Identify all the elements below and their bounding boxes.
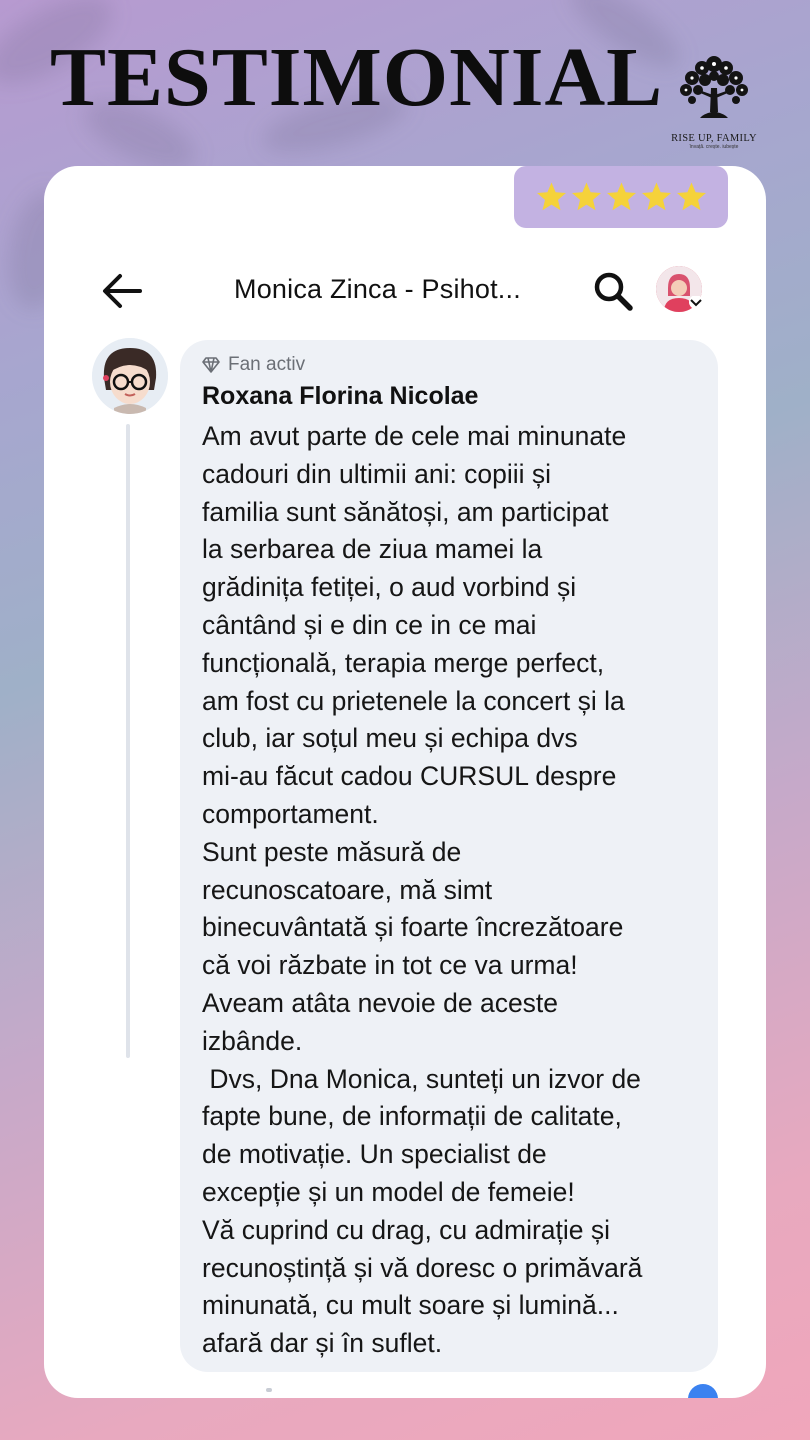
commenter-avatar[interactable]	[92, 338, 168, 414]
comment-line: binecuvântată și foarte încrezătoare	[202, 912, 624, 943]
diamond-icon	[202, 357, 220, 373]
comment-line: de motivație. Un specialist de	[202, 1139, 547, 1170]
page-header-bar	[44, 258, 766, 324]
fan-badge	[202, 354, 305, 376]
star-icon	[535, 181, 568, 214]
thread-line	[126, 424, 130, 1058]
comment-line: club, iar soțul meu și echipa dvs	[202, 723, 578, 754]
comment-line: Dvs, Dna Monica, sunteți un izvor de	[202, 1063, 641, 1094]
comment-line: Aveam atâta nevoie de aceste	[202, 987, 559, 1018]
comment-author[interactable]: Roxana Florina Nicolae	[202, 382, 479, 410]
reaction-bar-peek	[266, 1388, 272, 1392]
comment-line: familia sunt sănătoși, am participat	[202, 496, 609, 527]
comment-line: comportament.	[202, 798, 379, 829]
comment-line: cadouri din ultimii ani: copiii și	[202, 458, 552, 489]
star-icon	[605, 181, 638, 214]
tree-of-hearts-icon	[672, 48, 756, 128]
comment-line: că voi răzbate in tot ce va urma!	[202, 950, 578, 981]
star-icon	[675, 181, 708, 214]
comment-line: Sunt peste măsură de	[202, 836, 462, 867]
comment-line: mi-au făcut cadou CURSUL despre	[202, 761, 617, 792]
fan-badge-label: Fan activ	[228, 354, 306, 375]
comment-text	[202, 418, 712, 1363]
comment-line: afară dar și în suflet.	[202, 1328, 443, 1359]
like-reaction-icon	[688, 1384, 718, 1398]
comment-line: recunoștință și vă doresc o primăvară	[202, 1252, 643, 1283]
star-icon	[570, 181, 603, 214]
page-name-title[interactable]: Monica Zinca - Psihot...	[234, 274, 521, 304]
arrow-left-icon[interactable]	[100, 272, 144, 310]
star-icon	[640, 181, 673, 214]
comment-line: funcțională, terapia merge perfect,	[202, 647, 605, 678]
comment-line: excepție și un model de femeie!	[202, 1176, 575, 1207]
logo-tagline: învață. crește. iubește	[689, 144, 739, 150]
comment-line: fapte bune, de informații de calitate,	[202, 1101, 622, 1132]
chevron-down-icon[interactable]	[688, 296, 704, 308]
logo-name: RISE UP, FAMILY	[671, 133, 757, 144]
comment-line: la serbarea de ziua mamei la	[202, 534, 543, 565]
comment-line: izbânde.	[202, 1025, 303, 1056]
comment-line: minunată, cu mult soare și lumină...	[202, 1290, 619, 1321]
comment-line: am fost cu prietenele la concert și la	[202, 685, 625, 716]
comment-line: Vă cuprind cu drag, cu admirație și	[202, 1214, 611, 1245]
comment-line: recunoscatoare, mă simt	[202, 874, 493, 905]
testimonial-card	[44, 166, 766, 1398]
page-title: TESTIMONIAL	[50, 31, 664, 124]
search-icon[interactable]	[592, 270, 634, 312]
comment-line: cântând și e din ce in ce mai	[202, 609, 537, 640]
comment-bubble	[180, 340, 718, 1372]
star-rating	[514, 166, 728, 228]
comment-line: Am avut parte de cele mai minunate	[202, 421, 627, 451]
brand-logo	[666, 48, 762, 158]
comment-line: grădinița fetiței, o aud vorbind și	[202, 572, 577, 603]
